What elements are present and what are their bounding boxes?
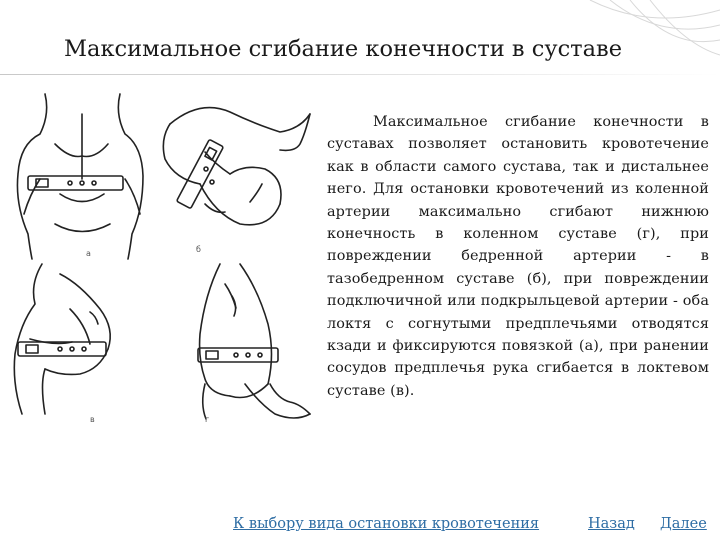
panel-c-elbow-flexion [14, 264, 110, 414]
tourniquet-illustration [0, 84, 320, 430]
panel-d-knee-flexion [198, 264, 310, 419]
select-method-link[interactable]: К выбору вида остановки кровотечения [233, 516, 540, 532]
slide-title: Максимальное сгибание конечности в суставе [64, 36, 623, 62]
title-divider [0, 74, 720, 75]
panel-b-hip-flexion [163, 108, 310, 225]
panel-label-c: в [90, 415, 95, 424]
next-link[interactable]: Далее [660, 516, 707, 532]
back-link[interactable]: Назад [588, 516, 635, 532]
panel-a-arms-behind [17, 94, 143, 259]
description-paragraph: Максимальное сгибание конечности в суставах позволяет остановить кровотечение как в области самого сустава, так и дистальнее него. Для остановки кровотечений из коленной артерии максимально сгибают нижнюю конечность в коленном суставе (г), при повреждении бедренной артерии - в тазобедренном суставе (б), при повреждении подключичной или подкрыльцевой артерии - оба локтя с согнутыми предплечьями отводятся кзади и фиксируются повязкой (а), при ранении сосудов предплечья рука сгибается в локтевом суставе (в). [327, 114, 709, 399]
slide-navigation [0, 514, 720, 538]
panel-label-d: г [205, 415, 210, 424]
panel-label-a: а [86, 249, 91, 258]
panel-label-b: б [196, 245, 201, 254]
